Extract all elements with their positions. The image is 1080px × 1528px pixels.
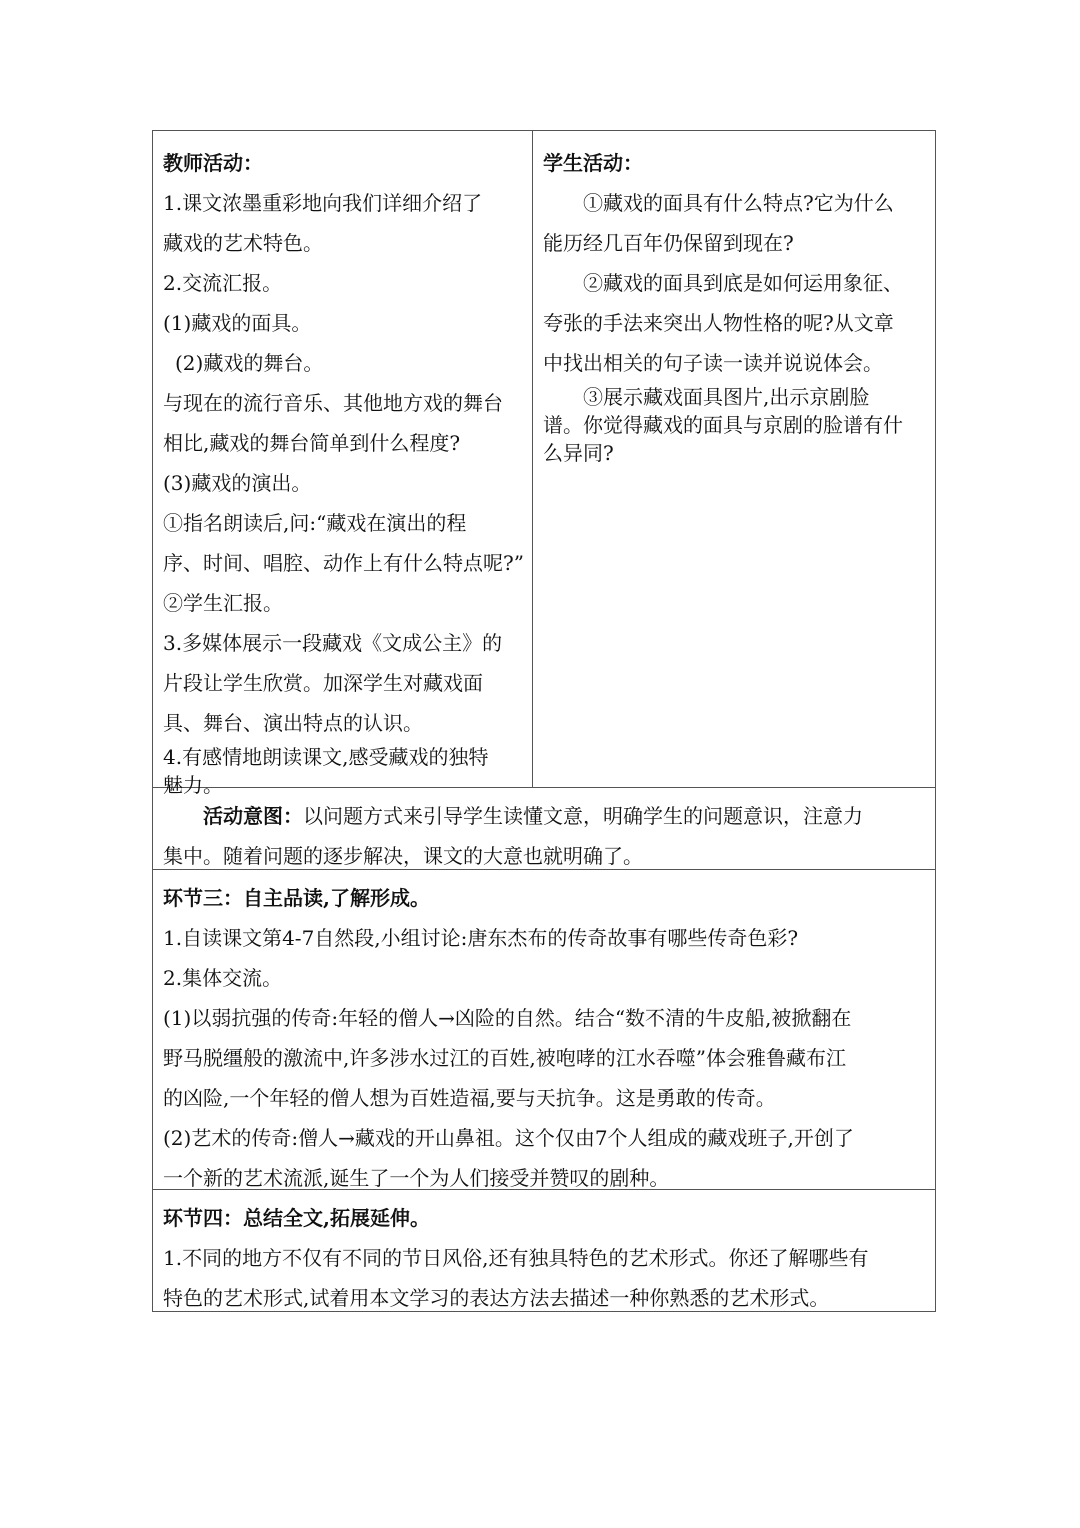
teacher-activity-heading: 教师活动： — [163, 151, 263, 175]
student-line: 谱。你觉得藏戏的面具与京剧的脸谱有什 — [543, 413, 903, 437]
teacher-line: 序、时间、唱腔、动作上有什么特点呢?” — [163, 551, 524, 575]
step-three-line: 的凶险,一个年轻的僧人想为百姓造福,要与天抗争。这是勇敢的传奇。 — [163, 1086, 776, 1110]
student-line: ①藏戏的面具有什么特点?它为什么 — [583, 191, 894, 215]
activity-intent-line: 以问题方式来引导学生读懂文意，明确学生的问题意识，注意力 — [303, 804, 863, 828]
student-line: ②藏戏的面具到底是如何运用象征、 — [583, 271, 903, 295]
step-three-line: (1)以弱抗强的传奇:年轻的僧人→凶险的自然。结合“数不清的牛皮船,被掀翻在 — [163, 1006, 852, 1030]
teacher-activity-cell — [153, 131, 533, 797]
student-line: 能历经几百年仍保留到现在? — [543, 231, 794, 255]
teacher-line: (1)藏戏的面具。 — [163, 311, 312, 335]
activity-intent-text — [163, 796, 927, 836]
step-four-row — [153, 1189, 935, 1311]
step-four-line: 特色的艺术形式,试着用本文学习的表达方法去描述一种你熟悉的艺术形式。 — [163, 1286, 830, 1310]
teacher-line: 具、舞台、演出特点的认识。 — [163, 711, 423, 735]
teacher-line: 片段让学生欣赏。加深学生对藏戏面 — [163, 671, 483, 695]
lesson-plan-table — [152, 130, 936, 1312]
activity-intent-cell — [153, 788, 935, 876]
teacher-line: 相比,藏戏的舞台简单到什么程度? — [163, 431, 461, 455]
step-three-row — [153, 869, 935, 1189]
student-line: 夸张的手法来突出人物性格的呢?从文章 — [543, 311, 894, 335]
teacher-line: 1.课文浓墨重彩地向我们详细介绍了 — [163, 191, 483, 215]
teacher-line: (2)藏戏的舞台。 — [175, 351, 324, 375]
step-four-heading: 环节四：总结全文,拓展延伸。 — [163, 1206, 430, 1230]
student-activity-heading: 学生活动： — [543, 151, 643, 175]
activity-intent-row — [153, 787, 935, 869]
step-three-line: 2.集体交流。 — [163, 966, 283, 990]
step-three-cell — [153, 870, 935, 1198]
teacher-line: 3.多媒体展示一段藏戏《文成公主》的 — [163, 631, 503, 655]
student-line: 中找出相关的句子读一读并说说体会。 — [543, 351, 883, 375]
teacher-line: 魅力。 — [163, 773, 223, 797]
teacher-line: 4.有感情地朗读课文,感受藏戏的独特 — [163, 745, 489, 769]
teacher-line: 2.交流汇报。 — [163, 271, 283, 295]
teacher-line: 与现在的流行音乐、其他地方戏的舞台 — [163, 391, 503, 415]
step-three-line: (2)艺术的传奇:僧人→藏戏的开山鼻祖。这个仅由7个人组成的藏戏班子,开创了 — [163, 1126, 854, 1150]
step-three-line: 野马脱缰般的激流中,许多涉水过江的百姓,被咆哮的江水吞噬”体会雅鲁藏布江 — [163, 1046, 846, 1070]
activities-row — [153, 131, 935, 797]
student-line: 么异同? — [543, 441, 614, 465]
activity-intent-line: 集中。随着问题的逐步解决，课文的大意也就明确了。 — [163, 844, 643, 868]
student-line: ③展示藏戏面具图片,出示京剧脸 — [583, 385, 870, 409]
step-four-line: 1.不同的地方不仅有不同的节日风俗,还有独具特色的艺术形式。你还了解哪些有 — [163, 1246, 869, 1270]
step-three-line: 一个新的艺术流派,诞生了一个为人们接受并赞叹的剧种。 — [163, 1166, 670, 1190]
teacher-line: (3)藏戏的演出。 — [163, 471, 312, 495]
teacher-line: ①指名朗读后,问:“藏戏在演出的程 — [163, 511, 467, 535]
teacher-line: 藏戏的艺术特色。 — [163, 231, 323, 255]
step-four-cell — [153, 1190, 935, 1318]
step-three-line: 1.自读课文第4-7自然段,小组讨论:唐东杰布的传奇故事有哪些传奇色彩? — [163, 926, 799, 950]
teacher-line: ②学生汇报。 — [163, 591, 283, 615]
student-activity-cell — [533, 131, 935, 787]
activity-intent-label: 活动意图： — [203, 804, 303, 828]
step-three-heading: 环节三：自主品读,了解形成。 — [163, 886, 430, 910]
